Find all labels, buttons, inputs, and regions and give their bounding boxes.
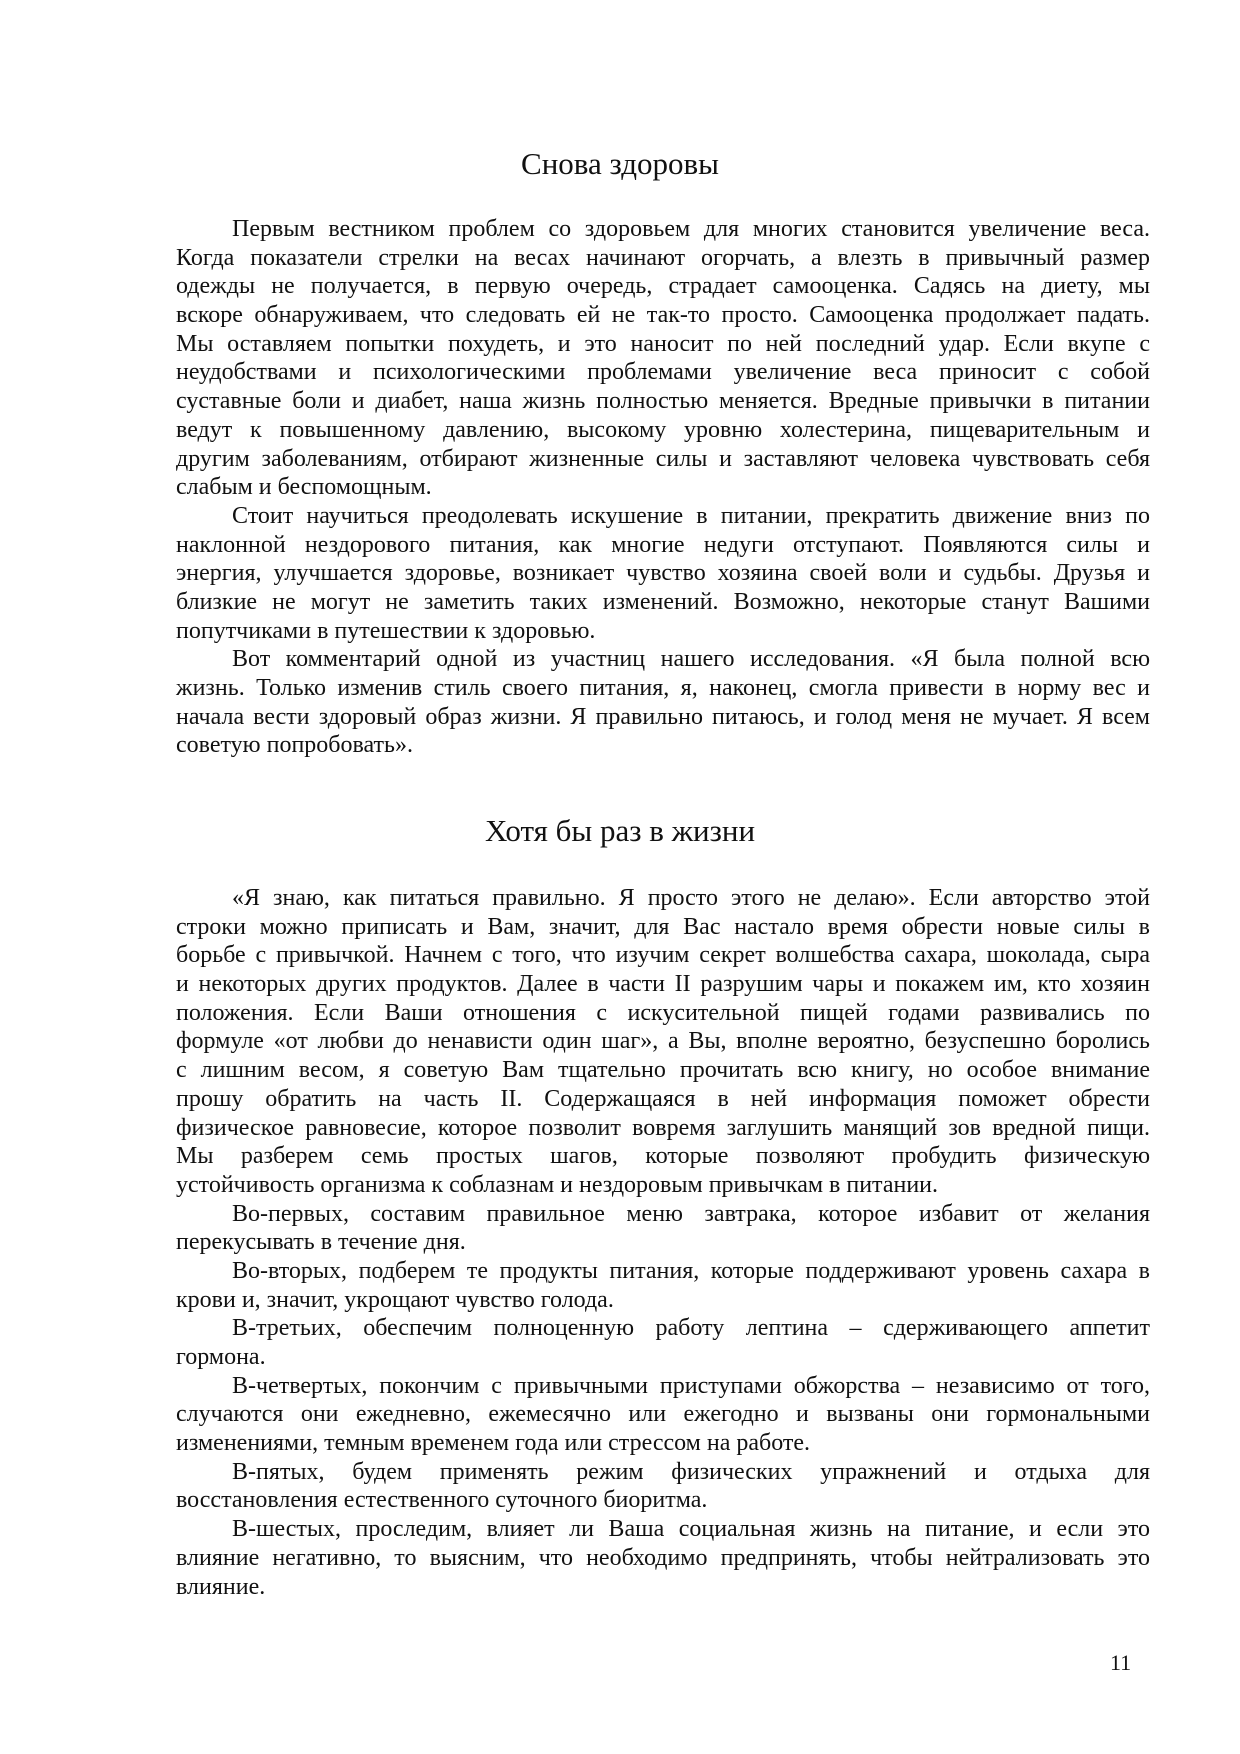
text-line: энергия, улучшается здоровье, возникает чувство хозяина своей воли и судьбы. Друзья и: [176, 560, 1150, 587]
paragraph: [176, 1314, 1150, 1371]
text-line: В-третьих, обеспечим полноценную работу лептина – сдерживающего аппетит: [232, 1315, 1150, 1342]
page-number: 11: [1110, 1650, 1132, 1675]
text-line: крови и, значит, укрощают чувство голода.: [176, 1286, 614, 1313]
text-line: ведут к повышенному давлению, высокому уровню холестерина, пищеварительным и: [176, 416, 1150, 443]
paragraph: [176, 1257, 1150, 1314]
text-line: вскоре обнаруживаем, что следовать ей не так-то просто. Самооценка продолжает падать.: [176, 302, 1150, 329]
text-line: Вот комментарий одной из участниц нашего исследования. «Я была полной всю: [232, 646, 1150, 673]
text-line: начала вести здоровый образ жизни. Я правильно питаюсь, и голод меня не мучает. Я всем: [176, 703, 1150, 730]
text-line: прошу обратить на часть II. Содержащаяся в ней информация поможет обрести: [176, 1085, 1150, 1112]
text-line: восстановления естественного суточного биоритма.: [176, 1487, 708, 1514]
text-line: попутчиками в путешествии к здоровью.: [176, 617, 596, 644]
text-line: слабым и беспомощным.: [176, 474, 432, 501]
text-line: влияние.: [176, 1573, 266, 1600]
section-title: Хотя бы раз в жизни: [484, 813, 756, 848]
text-line: суставные боли и диабет, наша жизнь полностью меняется. Вредные привычки в питании: [176, 388, 1150, 415]
paragraph: [176, 645, 1150, 760]
text-line: борьбе с привычкой. Начнем с того, что изучим секрет волшебства сахара, шоколада, сыра: [176, 942, 1150, 969]
paragraph: [176, 502, 1150, 645]
text-line: Мы оставляем попытки похудеть, и это наносит по ней последний удар. Если вкупе с: [176, 330, 1150, 357]
text-line: жизнь. Только изменив стиль своего питания, я, наконец, смогла привести в норму вес и: [176, 675, 1150, 701]
paragraph: [176, 1515, 1150, 1601]
text-line: Во-вторых, подберем те продукты питания, которые поддерживают уровень сахара в: [232, 1257, 1150, 1284]
text-line: В-шестых, проследим, влияет ли Ваша социальная жизнь на питание, и если это: [232, 1516, 1150, 1543]
text-line: гормона.: [176, 1344, 266, 1370]
text-line: «Я знаю, как питаться правильно. Я просто этого не делаю». Если авторство этой: [232, 885, 1150, 911]
text-line: Стоит научиться преодолевать искушение в питании, прекратить движение вниз по: [232, 502, 1150, 529]
text-line: Мы разберем семь простых шагов, которые позволяют пробудить физическую: [176, 1143, 1150, 1170]
text-line: одежды не получается, в первую очередь, страдает самооценка. Садясь на диету, мы: [176, 273, 1150, 300]
paragraph: [176, 1372, 1150, 1458]
text-line: перекусывать в течение дня.: [176, 1229, 466, 1256]
text-line: с лишним весом, я советую Вам тщательно прочитать всю книгу, но особое внимание: [176, 1057, 1150, 1084]
text-line: физическое равновесие, которое позволит вовремя заглушить манящий зов вредной пищи.: [176, 1114, 1150, 1141]
paragraph: [176, 1200, 1150, 1257]
text-line: влияние негативно, то выясним, что необходимо предпринять, чтобы нейтрализовать это: [176, 1544, 1150, 1571]
text-line: В-пятых, будем применять режим физических упражнений и отдыха для: [232, 1458, 1150, 1485]
text-line: Когда показатели стрелки на весах начинают огорчать, а влезть в привычный размер: [176, 244, 1150, 271]
text-line: положения. Если Ваши отношения с искусительной пищей годами развивались по: [176, 999, 1150, 1026]
paragraph: [176, 1458, 1150, 1515]
text-line: устойчивость организма к соблазнам и нездоровым привычкам в питании.: [176, 1171, 939, 1198]
text-line: строки можно приписать и Вам, значит, для Вас настало время обрести новые силы в: [176, 913, 1150, 940]
section-body: [176, 215, 1150, 760]
paragraph: [176, 215, 1150, 502]
text-line: случаются они ежедневно, ежемесячно или ежегодно и вызваны они гормональными: [176, 1401, 1150, 1428]
section-body: [176, 884, 1150, 1601]
text-line: советую попробовать».: [176, 732, 413, 759]
text-line: наклонной нездорового питания, как многие недуги отступают. Появляются силы и: [176, 531, 1150, 558]
text-line: Первым вестником проблем со здоровьем для многих становится увеличение веса.: [232, 216, 1150, 242]
text-line: близкие не могут не заметить таких изменений. Возможно, некоторые станут Вашими: [176, 588, 1150, 615]
text-line: Во-первых, составим правильное меню завтрака, которое избавит от желания: [232, 1200, 1150, 1227]
paragraph: [176, 884, 1150, 1200]
text-line: и некоторых других продуктов. Далее в части II разрушим чары и покажем им, кто хозяин: [176, 971, 1150, 998]
text-line: формуле «от любви до ненависти один шаг», а Вы, вполне вероятно, безуспешно боролись: [176, 1028, 1150, 1055]
text-line: неудобствами и психологическими проблемами увеличение веса приносит с собой: [176, 359, 1150, 386]
text-line: В-четвертых, покончим с привычными приступами обжорства – независимо от того,: [232, 1372, 1150, 1399]
section-title: Снова здоровы: [521, 146, 719, 181]
text-line: другим заболеваниям, отбирают жизненные силы и заставляют человека чувствовать себя: [176, 445, 1150, 472]
text-line: изменениями, темным временем года или стрессом на работе.: [176, 1430, 811, 1457]
